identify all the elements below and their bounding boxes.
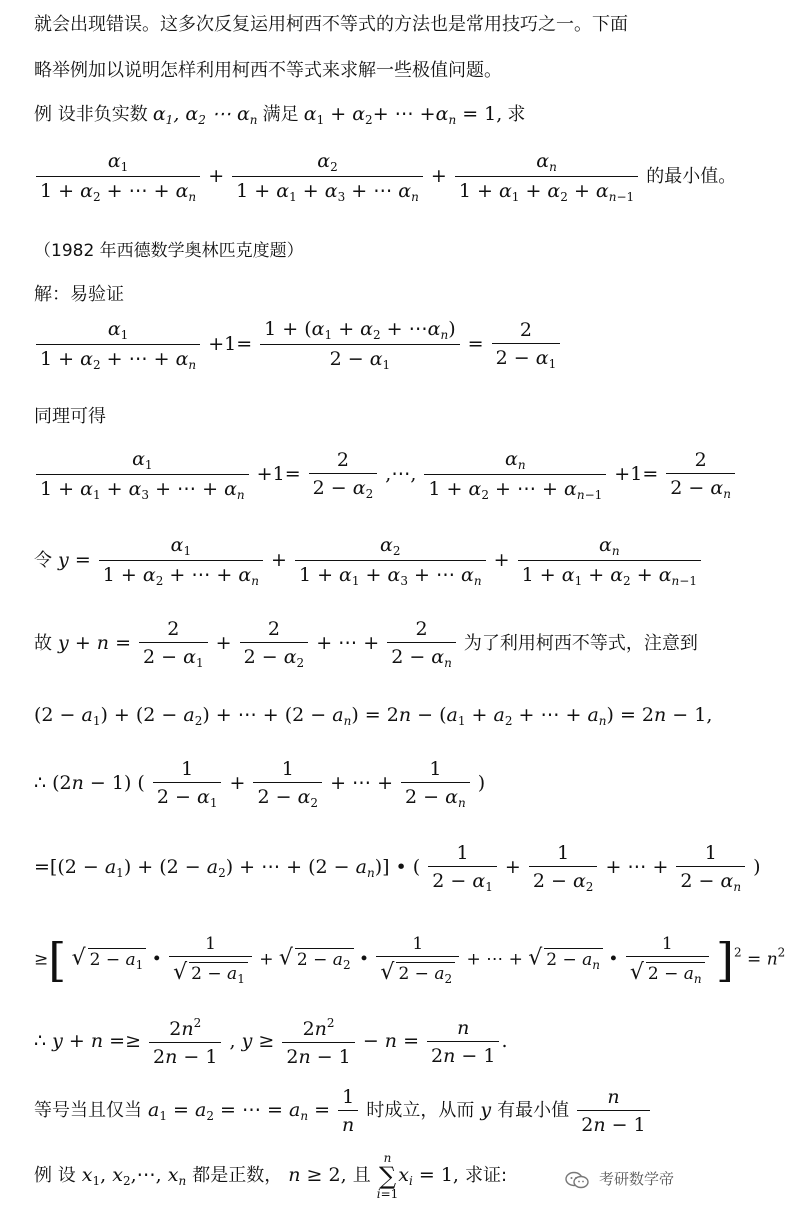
- let-label: 令: [34, 550, 52, 571]
- example2-label: 例 设: [34, 1165, 76, 1186]
- example-cond: 满足: [262, 104, 299, 125]
- target-expression: $\frac{\alpha_1}{1 + \alpha_2 + \cdots + \alpha_n}$ + $\frac{\alpha_2}{1 + \alpha_1 + \alpha_3 + \cdots \alpha_n}$ + $\frac{\alpha_n}{1 + \alpha_1 + \alpha_2 + \alpha_{n-1}}$ 的最小值。: [34, 150, 736, 204]
- cauchy-step-2: $=[(2 - a_1) + (2 - a_2)$ + ⋯ + $(2 - a_n)$] • ( $\frac{1}{2 - \alpha_1}$ + $\frac{1}{2 - \alpha_2}$ + ⋯ + $\frac{1}{2 - \alpha_n}$ ): [34, 842, 761, 894]
- source-note: （1982 年西德数学奥林匹克度题）: [34, 241, 304, 261]
- example-ask: 求: [507, 104, 526, 125]
- define-y: 令 y = $\frac{\alpha_1}{1 + \alpha_2 + \cdots + \alpha_n}$ + $\frac{\alpha_2}{1 + \alpha_1 + \alpha_3 + \cdots \alpha_n}$ + $\frac{\alpha_n}{1 + \alpha_1 + \alpha_2 + \alpha_{n-1}}$: [34, 534, 703, 588]
- watermark-text: 考研数学帝: [598, 1170, 674, 1188]
- watermark: [564, 1168, 674, 1189]
- y-plus-n: 故 y + n = $\frac{2}{2 - \alpha_1}$ + $\frac{2}{2 - \alpha_2}$ + ⋯ + $\frac{2}{2 - \alpha_n}$ 为了利用柯西不等式，注意到: [34, 618, 698, 670]
- hence-label: 故: [34, 633, 52, 654]
- sum-identity: $(2 - a_1) + (2 - a_2)$ + ⋯ + $(2 - a_n) = 2n - (a_1 + a_2$ + ⋯ + $a_n) = 2n - 1$,: [34, 704, 713, 728]
- example2-prove: 求证:: [465, 1165, 508, 1186]
- similar-equations: $\frac{\alpha_1}{1 + \alpha_1 + \alpha_3 + \cdots + \alpha_n}$ +1= $\frac{2}{2 - \alpha_2}$ ,⋯, $\frac{\alpha_n}{1 + \alpha_2 + \cdots + \alpha_{n-1}}$ +1= $\frac{2}{2 - \alpha_n}$: [34, 448, 737, 502]
- example-statement: 例 设非负实数 $\alpha_1$, $\alpha_2$ ⋯ $\alpha_n$ 满足 $\alpha_1 + \alpha_2+$ ⋯ $+\alpha_n = 1$, 求: [34, 103, 526, 127]
- conclusion: ∴ y + n =≥ $\frac{2n^2}{2n - 1}$ , y ≥ $\frac{2n^2}{2n - 1}$ − n = $\frac{n}{2n - 1}$ .: [34, 1016, 508, 1068]
- cauchy-step-1: ∴ (2n − 1) ( $\frac{1}{2 - \alpha_1}$ + $\frac{1}{2 - \alpha_2}$ + ⋯ + $\frac{1}{2 - \alpha_n}$ ): [34, 758, 486, 810]
- equality-text-3: 有最小值: [497, 1100, 570, 1121]
- min-value-text: 的最小值。: [646, 166, 737, 187]
- solution-label: 解：易验证: [34, 284, 124, 305]
- intro-line-2: 略举例加以说明怎样利用柯西不等式来求解一些极值问题。: [34, 60, 502, 81]
- cauchy-inequality: ≥[ √ $2 - a_1$ • $\frac{1}{√ 2 - a_1}$ + √ $2 - a_2$ • $\frac{1}{√ 2 - a_2}$ + ⋯ + √ $2 - a_n$ • $\frac{1}{√ 2 - a_n}$ ]$^2 = n^2$: [34, 933, 785, 987]
- example-label: 例 设非负实数: [34, 104, 148, 125]
- cauchy-note: 为了利用柯西不等式，注意到: [463, 633, 698, 654]
- equality-text-2: 时成立，从而: [366, 1100, 475, 1121]
- example2-and: 且: [352, 1165, 371, 1186]
- similarly-label: 同理可得: [34, 406, 106, 427]
- intro-line-1: 就会出现错误。这多次反复运用柯西不等式的方法也是常用技巧之一。下面: [34, 14, 628, 35]
- example-2: 例 设 $x_1$, $x_2,\cdots$, $x_n$ 都是正数， n ≥ 2, 且 n ∑ $i=1x_i = 1$, 求证:: [34, 1151, 508, 1201]
- verification-equation: $\frac{\alpha_1}{1 + \alpha_2 + \cdots + \alpha_n}$ +1= $\frac{1 + (\alpha_1 + \alpha_2 + \cdots\alpha_n)}{2 - \alpha_1}$ = $\frac{2}{2 - \alpha_1}$: [34, 318, 562, 372]
- equality-text-1: 等号当且仅当: [34, 1100, 142, 1121]
- example2-mid: 都是正数，: [192, 1165, 283, 1186]
- wechat-icon: [564, 1171, 590, 1189]
- equality-condition: 等号当且仅当 $a_1 = a_2$ = ⋯ = $a_n$ = $\frac{1}{n}$ 时成立，从而 y 有最小值 $\frac{n}{2n - 1}$: [34, 1086, 652, 1136]
